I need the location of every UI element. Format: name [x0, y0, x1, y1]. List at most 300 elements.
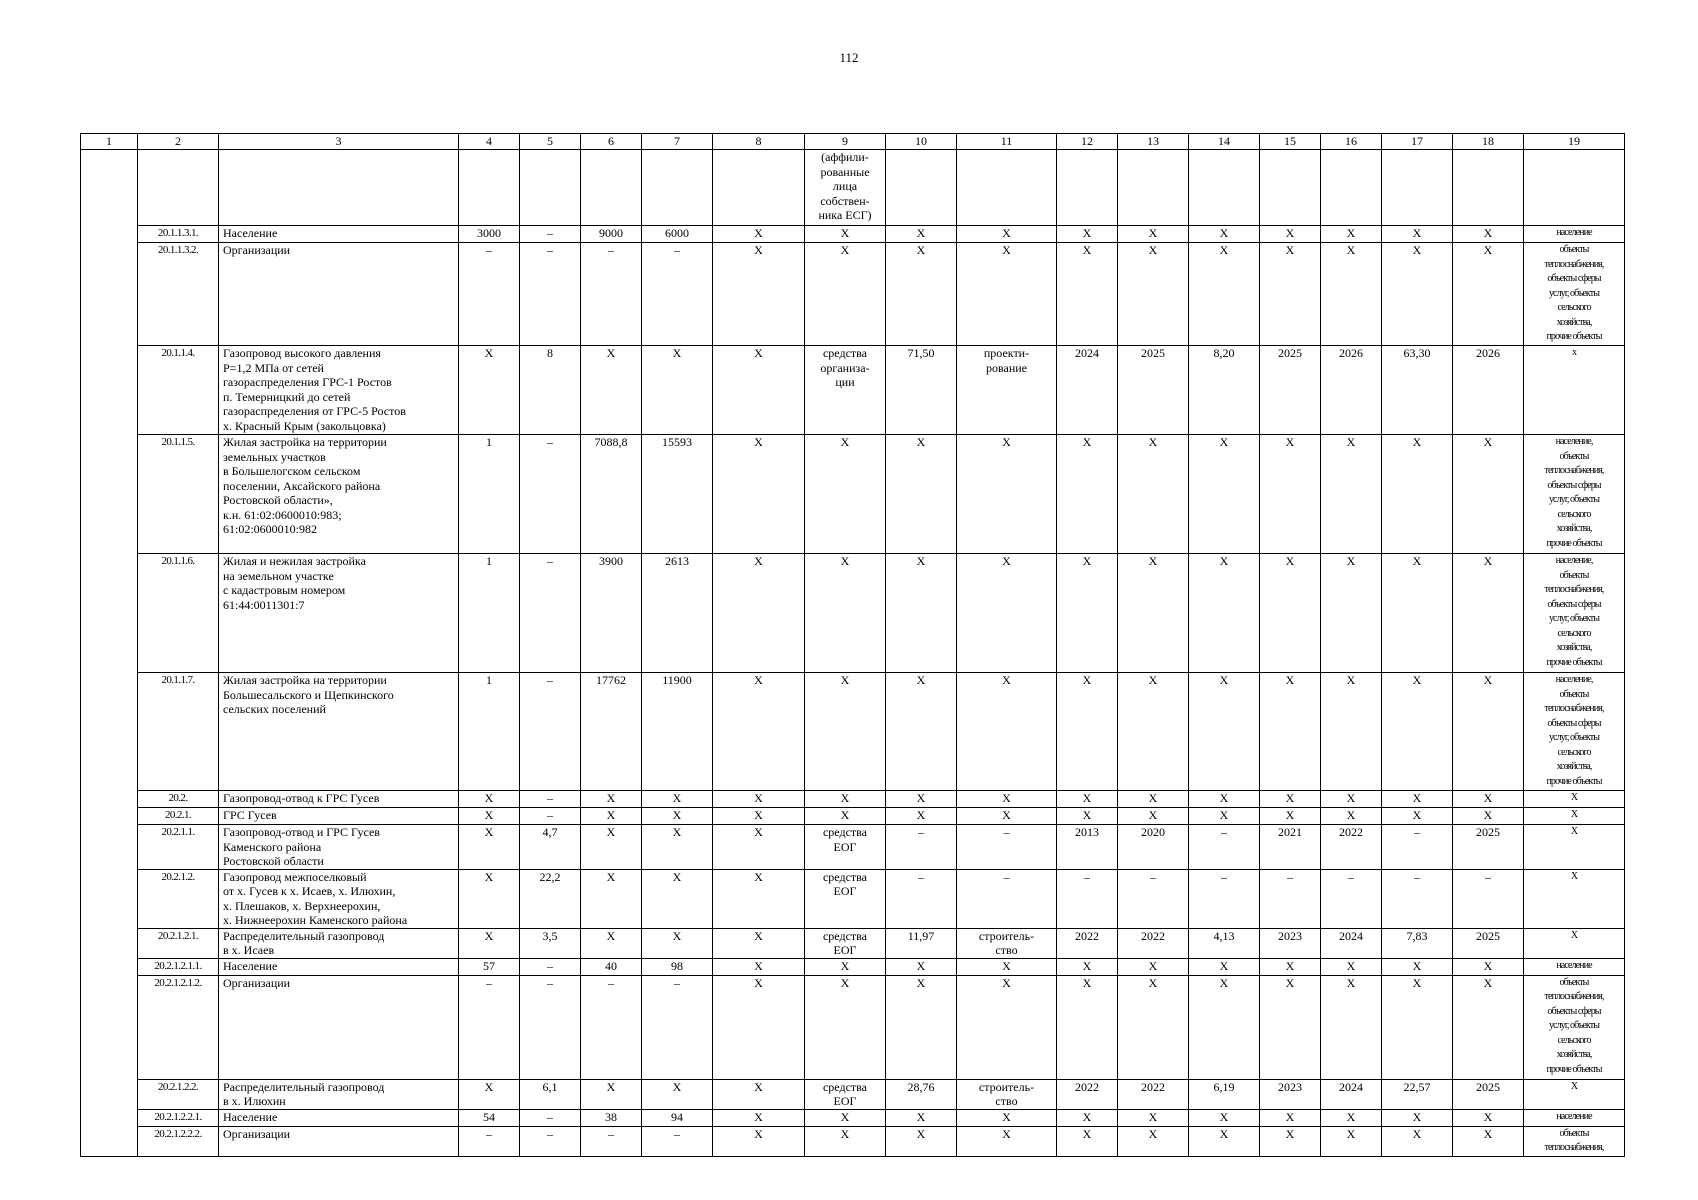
cell-col-18: 2025 [1453, 928, 1524, 958]
cell-col-4: 57 [459, 958, 520, 975]
cell-col-16: Х [1321, 1109, 1382, 1126]
cell-col-16 [1321, 150, 1382, 226]
cell-funding-source: (аффили- рованные лица собствен- ника ЕСГ) [805, 150, 886, 226]
cell-col-13: Х [1118, 226, 1189, 243]
cell-col-5: 6,1 [520, 1079, 581, 1109]
cell-col-10: Х [886, 958, 957, 975]
cell-col-5: – [520, 975, 581, 1079]
cell-col-1 [81, 346, 138, 435]
cell-col-4: Х [459, 928, 520, 958]
cell-col-13: Х [1118, 673, 1189, 791]
header-cell-col-1: 1 [81, 134, 138, 150]
cell-col-5: – [520, 226, 581, 243]
cell-col-17: Х [1382, 791, 1453, 808]
cell-col-8: Х [713, 869, 805, 928]
cell-row-number: 20.2.1.2.2. [138, 1079, 219, 1109]
cell-funding-source: средства организа- ции [805, 346, 886, 435]
cell-object-name: ГРС Гусев [219, 808, 459, 825]
cell-consumers: Х [1524, 1079, 1625, 1109]
cell-col-7: Х [642, 928, 713, 958]
cell-row-number: 20.2. [138, 791, 219, 808]
cell-col-4: Х [459, 869, 520, 928]
data-table [80, 133, 1625, 1157]
cell-col-13: 2020 [1118, 825, 1189, 870]
cell-col-7: – [642, 975, 713, 1079]
cell-col-14: – [1189, 825, 1260, 870]
cell-col-8: Х [713, 673, 805, 791]
cell-row-number: 20.1.1.7. [138, 673, 219, 791]
cell-col-7: Х [642, 808, 713, 825]
cell-col-12: Х [1057, 554, 1118, 673]
cell-col-14: Х [1189, 958, 1260, 975]
cell-col-6: 38 [581, 1109, 642, 1126]
cell-col-1 [81, 1126, 138, 1156]
cell-col-1 [81, 1109, 138, 1126]
header-cell-col-2: 2 [138, 134, 219, 150]
cell-col-5: – [520, 791, 581, 808]
cell-col-6: – [581, 975, 642, 1079]
cell-col-16: Х [1321, 975, 1382, 1079]
cell-col-7: 6000 [642, 226, 713, 243]
cell-stage: Х [957, 673, 1057, 791]
cell-col-4: 1 [459, 554, 520, 673]
cell-consumers: население [1524, 1109, 1625, 1126]
cell-col-7: – [642, 1126, 713, 1156]
cell-col-13: Х [1118, 791, 1189, 808]
cell-col-10: Х [886, 435, 957, 554]
cell-col-6: Х [581, 346, 642, 435]
cell-col-8: Х [713, 791, 805, 808]
cell-col-5: – [520, 1126, 581, 1156]
cell-col-10: 71,50 [886, 346, 957, 435]
cell-col-7: Х [642, 346, 713, 435]
cell-row-number: 20.2.1.2.1.2. [138, 975, 219, 1079]
cell-col-16: Х [1321, 808, 1382, 825]
cell-col-1 [81, 958, 138, 975]
cell-row-number: 20.2.1.2.2.2. [138, 1126, 219, 1156]
cell-col-7: 94 [642, 1109, 713, 1126]
header-cell-col-7: 7 [642, 134, 713, 150]
header-cell-col-6: 6 [581, 134, 642, 150]
cell-col-12: Х [1057, 435, 1118, 554]
cell-consumers: Х [1524, 825, 1625, 870]
cell-col-13: – [1118, 869, 1189, 928]
cell-col-1 [81, 975, 138, 1079]
cell-object-name: Газопровод межпоселковый от х. Гусев к х. Исаев, х. Илюхин, х. Плешаков, х. Верхнеерохин, х. Нижнеерохин Каменского района [219, 869, 459, 928]
cell-col-14: Х [1189, 673, 1260, 791]
cell-object-name: Жилая застройка на территории земельных участков в Большелогском сельском поселении, Аксайского района Ростовской области», к.н. 61:02:0600010:983; 61:02:0600010:982 [219, 435, 459, 554]
cell-col-13: Х [1118, 243, 1189, 346]
table-row [81, 808, 1625, 825]
header-cell-col-13: 13 [1118, 134, 1189, 150]
cell-col-15 [1260, 150, 1321, 226]
cell-funding-source: Х [805, 673, 886, 791]
cell-consumers: население [1524, 958, 1625, 975]
cell-col-5: – [520, 958, 581, 975]
cell-col-17: Х [1382, 1109, 1453, 1126]
cell-col-13: 2025 [1118, 346, 1189, 435]
cell-col-8: Х [713, 1079, 805, 1109]
cell-col-10: – [886, 825, 957, 870]
cell-col-1 [81, 928, 138, 958]
cell-consumers: население, объекты теплоснабжения, объекты сферы услуг, объекты сельского хозяйства, прочие объекты [1524, 673, 1625, 791]
cell-col-17: Х [1382, 554, 1453, 673]
cell-col-18: Х [1453, 673, 1524, 791]
cell-funding-source: Х [805, 226, 886, 243]
cell-consumers: объекты теплоснабжения, объекты сферы услуг, объекты сельского хозяйства, прочие объекты [1524, 243, 1625, 346]
cell-col-13: Х [1118, 808, 1189, 825]
cell-col-8: Х [713, 825, 805, 870]
cell-col-15: Х [1260, 435, 1321, 554]
cell-object-name: Население [219, 226, 459, 243]
cell-col-14: 8,20 [1189, 346, 1260, 435]
cell-funding-source: Х [805, 435, 886, 554]
cell-col-17: Х [1382, 808, 1453, 825]
cell-col-17: Х [1382, 435, 1453, 554]
cell-row-number: 20.1.1.6. [138, 554, 219, 673]
cell-col-6: 17762 [581, 673, 642, 791]
cell-col-5: 3,5 [520, 928, 581, 958]
cell-stage: Х [957, 791, 1057, 808]
cell-col-6: 40 [581, 958, 642, 975]
cell-col-15: Х [1260, 1126, 1321, 1156]
cell-funding-source: Х [805, 958, 886, 975]
cell-col-5: 22,2 [520, 869, 581, 928]
cell-stage [957, 150, 1057, 226]
cell-col-5: – [520, 808, 581, 825]
cell-stage: Х [957, 226, 1057, 243]
cell-col-15: Х [1260, 791, 1321, 808]
cell-col-18: Х [1453, 808, 1524, 825]
cell-row-number: 20.2.1.1. [138, 825, 219, 870]
cell-stage: Х [957, 808, 1057, 825]
cell-funding-source: Х [805, 1109, 886, 1126]
cell-col-7: 98 [642, 958, 713, 975]
cell-stage: строитель- ство [957, 1079, 1057, 1109]
cell-object-name: Газопровод-отвод и ГРС Гусев Каменского района Ростовской области [219, 825, 459, 870]
cell-col-14: Х [1189, 554, 1260, 673]
cell-row-number: 20.1.1.3.2. [138, 243, 219, 346]
cell-col-18: 2025 [1453, 825, 1524, 870]
cell-col-15: 2023 [1260, 1079, 1321, 1109]
cell-col-4: 1 [459, 673, 520, 791]
cell-col-16: 2024 [1321, 1079, 1382, 1109]
cell-col-18: Х [1453, 958, 1524, 975]
cell-col-15: Х [1260, 975, 1321, 1079]
cell-col-4: Х [459, 1079, 520, 1109]
cell-col-8: Х [713, 975, 805, 1079]
cell-col-6: Х [581, 928, 642, 958]
cell-col-8: Х [713, 1126, 805, 1156]
cell-consumers [1524, 150, 1625, 226]
cell-consumers: объекты теплоснабжения, объекты сферы услуг, объекты сельского хозяйства, прочие объекты [1524, 975, 1625, 1079]
header-cell-col-12: 12 [1057, 134, 1118, 150]
cell-consumers: Х [1524, 869, 1625, 928]
cell-col-18: 2026 [1453, 346, 1524, 435]
cell-stage: строитель- ство [957, 928, 1057, 958]
table-row [81, 150, 1625, 226]
cell-col-4 [459, 150, 520, 226]
cell-col-4: 1 [459, 435, 520, 554]
cell-col-16: 2022 [1321, 825, 1382, 870]
cell-col-1 [81, 226, 138, 243]
cell-col-4: – [459, 243, 520, 346]
cell-stage: проекти- рование [957, 346, 1057, 435]
cell-col-5 [520, 150, 581, 226]
cell-col-17: Х [1382, 226, 1453, 243]
cell-col-14: – [1189, 869, 1260, 928]
header-cell-col-14: 14 [1189, 134, 1260, 150]
cell-col-7: Х [642, 1079, 713, 1109]
header-cell-col-15: 15 [1260, 134, 1321, 150]
cell-col-10: Х [886, 808, 957, 825]
cell-stage: Х [957, 554, 1057, 673]
cell-col-16: Х [1321, 958, 1382, 975]
table-row [81, 928, 1625, 958]
cell-col-18: Х [1453, 226, 1524, 243]
header-cell-col-19: 19 [1524, 134, 1625, 150]
table-row [81, 825, 1625, 870]
cell-object-name: Организации [219, 1126, 459, 1156]
cell-col-6 [581, 150, 642, 226]
cell-col-17: Х [1382, 243, 1453, 346]
cell-funding-source: средства ЕОГ [805, 928, 886, 958]
cell-consumers: Х [1524, 791, 1625, 808]
table-row [81, 1109, 1625, 1126]
cell-col-15: 2023 [1260, 928, 1321, 958]
cell-col-16: Х [1321, 226, 1382, 243]
cell-row-number: 20.1.1.5. [138, 435, 219, 554]
cell-consumers: Х [1524, 808, 1625, 825]
cell-col-1 [81, 150, 138, 226]
cell-col-10: 28,76 [886, 1079, 957, 1109]
cell-col-15: Х [1260, 1109, 1321, 1126]
cell-col-6: 7088,8 [581, 435, 642, 554]
cell-col-4: 54 [459, 1109, 520, 1126]
cell-col-18: Х [1453, 1109, 1524, 1126]
cell-col-13: 2022 [1118, 1079, 1189, 1109]
cell-col-10: 11,97 [886, 928, 957, 958]
cell-col-6: Х [581, 825, 642, 870]
cell-consumers: население, объекты теплоснабжения, объекты сферы услуг, объекты сельского хозяйства, прочие объекты [1524, 554, 1625, 673]
cell-col-6: Х [581, 791, 642, 808]
cell-col-13: Х [1118, 975, 1189, 1079]
cell-col-14: 6,19 [1189, 1079, 1260, 1109]
cell-funding-source: Х [805, 975, 886, 1079]
cell-col-6: – [581, 1126, 642, 1156]
cell-col-4: – [459, 975, 520, 1079]
cell-object-name: Газопровод-отвод к ГРС Гусев [219, 791, 459, 808]
cell-col-14: Х [1189, 1126, 1260, 1156]
cell-col-17: 63,30 [1382, 346, 1453, 435]
cell-col-14: Х [1189, 808, 1260, 825]
cell-col-18 [1453, 150, 1524, 226]
cell-col-1 [81, 825, 138, 870]
cell-col-15: Х [1260, 226, 1321, 243]
cell-col-14: Х [1189, 975, 1260, 1079]
cell-row-number: 20.2.1.2.2.1. [138, 1109, 219, 1126]
cell-funding-source: Х [805, 808, 886, 825]
cell-object-name: Газопровод высокого давления P=1,2 МПа от сетей газораспределения ГРС-1 Ростов п. Темерницкий до сетей газораспределения от ГРС-5 Ростов х. Красный Крым (закольцовка) [219, 346, 459, 435]
cell-col-13: Х [1118, 1126, 1189, 1156]
cell-col-10: Х [886, 975, 957, 1079]
cell-col-7: Х [642, 869, 713, 928]
table-row [81, 554, 1625, 673]
cell-consumers: объекты теплоснабжения, [1524, 1126, 1625, 1156]
cell-col-1 [81, 791, 138, 808]
cell-stage: Х [957, 958, 1057, 975]
cell-col-10: Х [886, 673, 957, 791]
cell-stage: Х [957, 975, 1057, 1079]
table-row [81, 869, 1625, 928]
cell-col-12: Х [1057, 1109, 1118, 1126]
cell-col-7: 15593 [642, 435, 713, 554]
cell-col-13 [1118, 150, 1189, 226]
cell-col-17: Х [1382, 958, 1453, 975]
cell-col-12: Х [1057, 958, 1118, 975]
cell-col-14: Х [1189, 243, 1260, 346]
cell-col-17 [1382, 150, 1453, 226]
cell-col-16: Х [1321, 243, 1382, 346]
cell-col-1 [81, 673, 138, 791]
header-cell-col-11: 11 [957, 134, 1057, 150]
cell-col-16: Х [1321, 435, 1382, 554]
cell-col-13: 2022 [1118, 928, 1189, 958]
cell-col-10: Х [886, 554, 957, 673]
cell-funding-source: средства ЕОГ [805, 825, 886, 870]
cell-col-4: Х [459, 808, 520, 825]
cell-col-8: Х [713, 435, 805, 554]
cell-col-4: 3000 [459, 226, 520, 243]
cell-row-number: 20.1.1.4. [138, 346, 219, 435]
cell-col-16: Х [1321, 1126, 1382, 1156]
table-row [81, 1079, 1625, 1109]
header-cell-col-5: 5 [520, 134, 581, 150]
cell-col-16: Х [1321, 554, 1382, 673]
cell-funding-source: Х [805, 554, 886, 673]
cell-col-17: 7,83 [1382, 928, 1453, 958]
table-row [81, 1126, 1625, 1156]
cell-col-17: – [1382, 825, 1453, 870]
cell-stage: Х [957, 1109, 1057, 1126]
cell-row-number: 20.2.1.2. [138, 869, 219, 928]
cell-funding-source: средства ЕОГ [805, 869, 886, 928]
table-row [81, 346, 1625, 435]
cell-col-17: 22,57 [1382, 1079, 1453, 1109]
cell-col-1 [81, 243, 138, 346]
page-number: 112 [839, 50, 859, 65]
header-cell-col-17: 17 [1382, 134, 1453, 150]
cell-col-8: Х [713, 808, 805, 825]
cell-col-14 [1189, 150, 1260, 226]
cell-col-18: Х [1453, 791, 1524, 808]
cell-col-12: 2013 [1057, 825, 1118, 870]
cell-col-12 [1057, 150, 1118, 226]
table-row [81, 673, 1625, 791]
cell-col-5: – [520, 243, 581, 346]
cell-stage: Х [957, 435, 1057, 554]
cell-consumers: х [1524, 346, 1625, 435]
cell-col-14: Х [1189, 791, 1260, 808]
cell-col-10: Х [886, 791, 957, 808]
table-row [81, 975, 1625, 1079]
cell-col-18: Х [1453, 435, 1524, 554]
cell-col-8: Х [713, 1109, 805, 1126]
cell-col-14: Х [1189, 1109, 1260, 1126]
cell-col-18: – [1453, 869, 1524, 928]
cell-object-name: Распределительный газопровод в х. Исаев [219, 928, 459, 958]
cell-col-13: Х [1118, 958, 1189, 975]
cell-col-17: Х [1382, 975, 1453, 1079]
cell-col-15: – [1260, 869, 1321, 928]
cell-row-number: 20.2.1.2.1. [138, 928, 219, 958]
cell-row-number: 20.2.1.2.1.1. [138, 958, 219, 975]
cell-col-6: – [581, 243, 642, 346]
header-cell-col-3: 3 [219, 134, 459, 150]
cell-col-1 [81, 869, 138, 928]
cell-col-10: Х [886, 226, 957, 243]
cell-object-name: Жилая застройка на территории Большесальского и Щепкинского сельских поселений [219, 673, 459, 791]
cell-funding-source: Х [805, 1126, 886, 1156]
cell-col-14: 4,13 [1189, 928, 1260, 958]
cell-col-1 [81, 808, 138, 825]
cell-col-18: 2025 [1453, 1079, 1524, 1109]
cell-col-15: 2021 [1260, 825, 1321, 870]
cell-col-15: Х [1260, 808, 1321, 825]
cell-funding-source: средства ЕОГ [805, 1079, 886, 1109]
cell-col-12: 2022 [1057, 928, 1118, 958]
cell-consumers: Х [1524, 928, 1625, 958]
header-cell-col-10: 10 [886, 134, 957, 150]
cell-stage: – [957, 869, 1057, 928]
cell-col-14: Х [1189, 226, 1260, 243]
cell-funding-source: Х [805, 243, 886, 346]
cell-col-6: Х [581, 1079, 642, 1109]
table-row [81, 226, 1625, 243]
cell-col-8: Х [713, 928, 805, 958]
cell-consumers: население, объекты теплоснабжения, объекты сферы услуг, объекты сельского хозяйства, прочие объекты [1524, 435, 1625, 554]
cell-object-name: Распределительный газопровод в х. Илюхин [219, 1079, 459, 1109]
cell-col-8: Х [713, 243, 805, 346]
cell-object-name: Жилая и нежилая застройка на земельном участке с кадастровым номером 61:44:0011301:7 [219, 554, 459, 673]
cell-col-5: – [520, 673, 581, 791]
cell-funding-source: Х [805, 791, 886, 808]
table-row [81, 243, 1625, 346]
cell-col-6: 9000 [581, 226, 642, 243]
cell-col-5: – [520, 1109, 581, 1126]
cell-col-7: Х [642, 825, 713, 870]
table-header-row [81, 134, 1625, 150]
cell-col-12: Х [1057, 243, 1118, 346]
cell-col-15: Х [1260, 673, 1321, 791]
cell-col-12: Х [1057, 1126, 1118, 1156]
cell-col-15: Х [1260, 554, 1321, 673]
cell-col-12: Х [1057, 226, 1118, 243]
cell-consumers: население [1524, 226, 1625, 243]
header-cell-col-4: 4 [459, 134, 520, 150]
cell-col-5: 4,7 [520, 825, 581, 870]
cell-col-12: 2022 [1057, 1079, 1118, 1109]
cell-col-6: Х [581, 869, 642, 928]
cell-col-10: Х [886, 1109, 957, 1126]
cell-col-12: – [1057, 869, 1118, 928]
cell-stage: – [957, 825, 1057, 870]
cell-col-10: – [886, 869, 957, 928]
cell-object-name: Население [219, 1109, 459, 1126]
cell-col-4: Х [459, 825, 520, 870]
header-cell-col-18: 18 [1453, 134, 1524, 150]
cell-col-7: 2613 [642, 554, 713, 673]
